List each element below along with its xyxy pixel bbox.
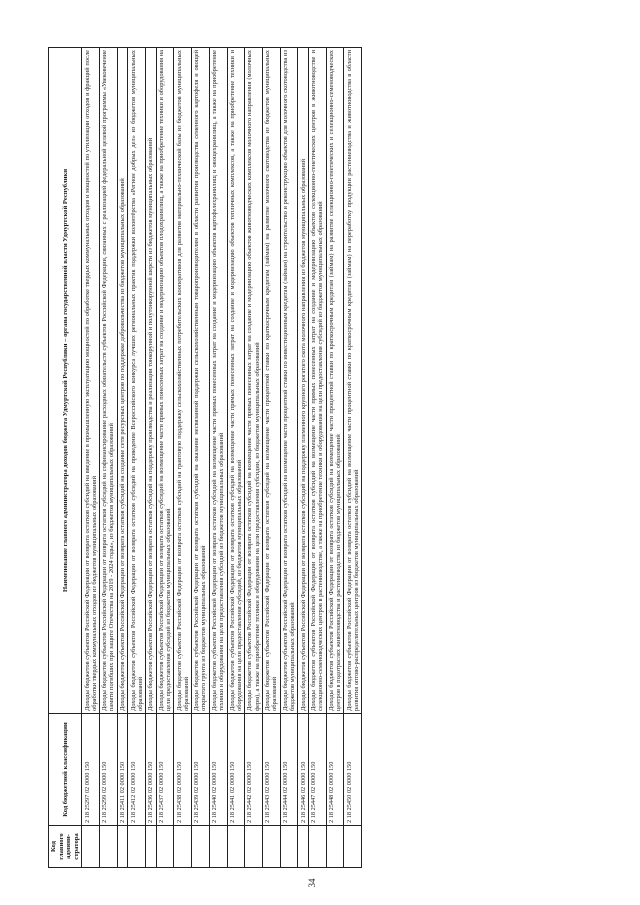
table-row bbox=[100, 48, 118, 868]
admin-code-cell bbox=[344, 826, 362, 868]
name-cell: Доходы бюджетов субъектов Российской Федерации от возврата остатков субсидий на возмещение части прямых понесенных затрат на создание и модернизацию объектов картофелехранилищ и овощехранилищ, а также на приобретение техники и оборудования на цели предоставления субсидий из бюджетов муниципальных образований bbox=[209, 48, 227, 714]
budget-code-cell: 2 18 25440 02 0000 150 bbox=[209, 714, 227, 826]
budget-code-cell: 2 18 25443 02 0000 150 bbox=[262, 714, 280, 826]
table-row bbox=[227, 48, 245, 868]
table-row bbox=[174, 48, 192, 868]
budget-code-cell: 2 18 25411 02 0000 150 bbox=[117, 714, 128, 826]
budget-code-cell: 2 18 25446 02 0000 150 bbox=[298, 714, 309, 826]
table-row bbox=[326, 48, 344, 868]
admin-code-cell bbox=[192, 826, 210, 868]
budget-code-cell: 2 18 25436 02 0000 150 bbox=[146, 714, 157, 826]
admin-code-cell bbox=[82, 826, 100, 868]
table-row bbox=[128, 48, 146, 868]
admin-code-cell bbox=[156, 826, 174, 868]
budget-code-cell: 2 18 25450 02 0000 150 bbox=[344, 714, 362, 826]
table-row bbox=[209, 48, 227, 868]
name-cell: Доходы бюджетов субъектов Российской Федерации от возврата остатков субсидий на возмещение части процентной ставки по краткосрочным кредитам (займам) на развитие селекционно-генетических и селекционно-семеноводческих центров в подотраслях животноводства и растениеводства из бюджетов муниципальных образований bbox=[326, 48, 344, 714]
budget-code-cell: 2 18 25447 02 0000 150 bbox=[308, 714, 326, 826]
budget-code-cell: 2 18 25441 02 0000 150 bbox=[227, 714, 245, 826]
table-row bbox=[156, 48, 174, 868]
name-cell: Доходы бюджетов субъектов Российской Федерации от возврата остатков субсидий на грантовую поддержку сельскохозяйственных потребительских кооперативов для развития материально-технической базы из бюджетов муниципальных образований bbox=[174, 48, 192, 714]
table-row bbox=[245, 48, 263, 868]
revenue-admin-table bbox=[48, 47, 362, 868]
name-cell: Доходы бюджетов субъектов Российской Федерации от возврата остатков субсидий на софинансирование расходных обязательств субъектов Российской Федерации, связанных с реализацией федеральной целевой программы «Увековечение памяти погибших при защите Отечества на 2019 - 2024 годы», из бюджетов муниципальных образований bbox=[100, 48, 118, 714]
admin-code-cell bbox=[227, 826, 245, 868]
header-budget-code: Код бюджетной классификации bbox=[49, 714, 82, 826]
admin-code-cell bbox=[326, 826, 344, 868]
name-cell: Доходы бюджетов субъектов Российской Федерации от возврата остатков субсидий на проведение Всероссийского конкурса лучших региональных практик поддержки волонтёрства «Регион добрых дел» из бюджетов муниципальных образований bbox=[128, 48, 146, 714]
page-number: 34 bbox=[307, 878, 317, 888]
table-row bbox=[117, 48, 128, 868]
admin-code-cell bbox=[308, 826, 326, 868]
name-cell: Доходы бюджетов субъектов Российской Федерации от возврата остатков субсидий на возмещение части прямых понесенных затрат на создание и модернизацию объектов плодохранилищ, а также на приобретение техники и оборудования на цели предоставления субсидий из бюджетов муниципальных образований bbox=[156, 48, 174, 714]
table-row bbox=[262, 48, 280, 868]
budget-code-cell: 2 18 25448 02 0000 150 bbox=[326, 714, 344, 826]
header-name: Наименование главного администратора доходов бюджета Удмуртской Республики – органа государственной власти Удмуртской Республики bbox=[49, 48, 82, 714]
budget-code-cell: 2 18 25439 02 0000 150 bbox=[192, 714, 210, 826]
budget-code-cell: 2 18 25297 02 0000 150 bbox=[82, 714, 100, 826]
admin-code-cell bbox=[245, 826, 263, 868]
table-row bbox=[308, 48, 326, 868]
table-row bbox=[280, 48, 298, 868]
admin-code-cell bbox=[298, 826, 309, 868]
budget-code-cell: 2 18 25438 02 0000 150 bbox=[174, 714, 192, 826]
admin-code-cell bbox=[262, 826, 280, 868]
name-cell: Доходы бюджетов субъектов Российской Федерации от возврата остатков субсидий на поддержку племенного крупного рогатого скота молочного направления из бюджетов муниципальных образований bbox=[298, 48, 309, 714]
admin-code-cell bbox=[100, 826, 118, 868]
name-cell: Доходы бюджетов субъектов Российской Федерации от возврата остатков субсидий на возмещение части прямых понесенных затрат на создание и модернизацию объектов тепличных комплексов, а также на приобретение техники и оборудования на цели предоставления субсидий, из бюджетов муниципальных образований bbox=[227, 48, 245, 714]
name-cell: Доходы бюджетов субъектов Российской Федерации от возврата остатков субсидий на введение в промышленную эксплуатацию мощностей по обработке твердых коммунальных отходов и мощностей по утилизации отходов и фракций после обработки твердых коммунальных отходов из бюджетов муниципальных образований bbox=[82, 48, 100, 714]
admin-code-cell bbox=[128, 826, 146, 868]
table-row bbox=[192, 48, 210, 868]
name-cell: Доходы бюджетов субъектов Российской Федерации от возврата остатков субсидий на поддержку производства и реализации тонкорунной и полутонкорунной шерсти из бюджетов муниципальных образований bbox=[146, 48, 157, 714]
table-header-row bbox=[49, 48, 82, 868]
budget-code-cell: 2 18 25437 02 0000 150 bbox=[156, 714, 174, 826]
budget-code-cell: 2 18 25412 02 0000 150 bbox=[128, 714, 146, 826]
table-row bbox=[344, 48, 362, 868]
budget-code-cell: 2 18 25444 02 0000 150 bbox=[280, 714, 298, 826]
name-cell: Доходы бюджетов субъектов Российской Федерации от возврата остатков субсидий на возмещение части прямых понесенных затрат на создание и модернизацию объектов селекционно-генетических центров в животноводстве и селекционно-семеноводческих центров в растениеводстве, а также на приобретение техники и оборудования на цели предоставления субсидий из бюджетов муниципальных образований bbox=[308, 48, 326, 714]
name-cell: Доходы бюджетов субъектов Российской Федерации от возврата остатков субсидий на возмещение части процентной ставки по краткосрочным кредитам (займам) на переработку продукции растениеводства и животноводства в области развития оптово-распределительных центров из бюджетов муниципальных образований bbox=[344, 48, 362, 714]
name-cell: Доходы бюджетов субъектов Российской Федерации от возврата остатков субсидий на возмещение части процентной ставки по инвестиционным кредитам (займам) на строительство и реконструкцию объектов для молочного скотоводства из бюджетов муниципальных образований bbox=[280, 48, 298, 714]
header-admin-code: Код главного админи-стратора bbox=[49, 826, 82, 868]
admin-code-cell bbox=[117, 826, 128, 868]
name-cell: Доходы бюджетов субъектов Российской Федерации от возврата остатков субсидий на создание сети ресурсных центров по поддержке добровольчества из бюджетов муниципальных образований bbox=[117, 48, 128, 714]
admin-code-cell bbox=[174, 826, 192, 868]
budget-code-cell: 2 18 25442 02 0000 150 bbox=[245, 714, 263, 826]
admin-code-cell bbox=[280, 826, 298, 868]
table-body bbox=[82, 48, 362, 868]
rotated-page-content bbox=[48, 48, 593, 868]
admin-code-cell bbox=[209, 826, 227, 868]
name-cell: Доходы бюджетов субъектов Российской Федерации от возврата остатков субсидий на оказание несвязанной поддержки сельскохозяйственным товаропроизводителям в области развития производства семенного картофеля и овощей открытого грунта из бюджетов муниципальных образований bbox=[192, 48, 210, 714]
table-row bbox=[82, 48, 100, 868]
table-row bbox=[146, 48, 157, 868]
budget-code-cell: 2 18 25299 02 0000 150 bbox=[100, 714, 118, 826]
name-cell: Доходы бюджетов субъектов Российской Федерации от возврата остатков субсидий на возмещение части процентной ставки по краткосрочным кредитам (займам) на развитие молочного скотоводства из бюджетов муниципальных образований bbox=[262, 48, 280, 714]
name-cell: Доходы бюджетов субъектов Российской Федерации от возврата остатков субсидий на возмещение части прямых понесенных затрат на создание и модернизацию объектов животноводческих комплексов молочного направления (молочных ферм), а также на приобретение техники и оборудования на цели предоставления субсидии, из бюджетов муниципальных образований bbox=[245, 48, 263, 714]
table-row bbox=[298, 48, 309, 868]
admin-code-cell bbox=[146, 826, 157, 868]
